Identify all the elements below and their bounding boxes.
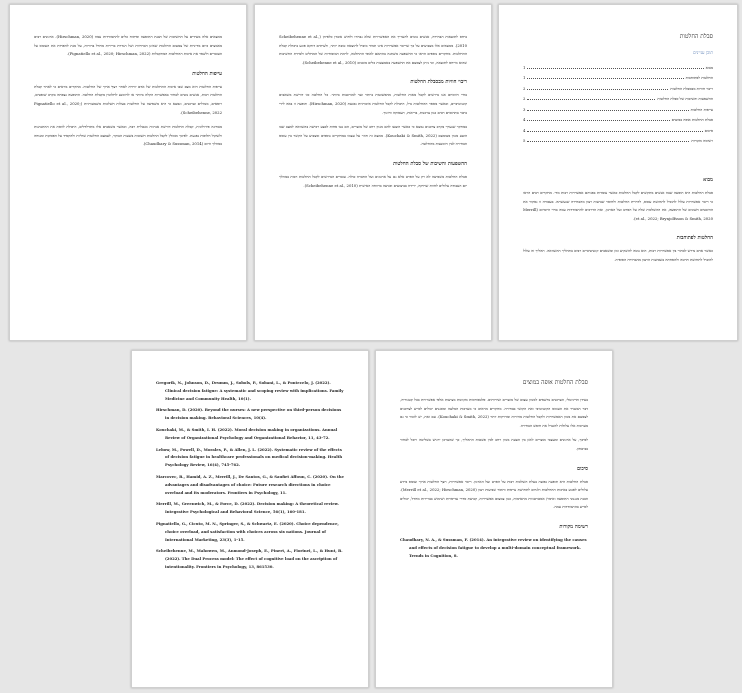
toc-entry[interactable]: סיכום 4 xyxy=(523,127,713,133)
document-page-4 xyxy=(375,350,613,688)
toc-entry[interactable]: סבלת החלטות אופה במוצים 4 xyxy=(523,117,713,122)
section-heading: החלטות לפתוחבות xyxy=(676,235,713,242)
paragraph: בעידן הדיגיטלי, הצרכנים נחשפים למגוון עצום של מוצרים ושירותים. פלטפורמות מקוונות מציעות אלפי אפשרויות בכל קטגוריה, דבר המגביר את העומס הקוגניטיבי ואת הקושי בבחירה. מחקרים מראים כי מערכות המלצה ומסננים יכולים לסייע לצרכנים לצמצם את מגוון האפשרויות ולקבל החלטות מהירות ומדויקות יותר (Kouchaki & Smith, 2022). עם זאת, יש לזכור כי גם מערכות אלו עלולות להגביל את חופש הבחירה. xyxy=(400,397,588,428)
document-title: סבלת החלטות xyxy=(679,33,713,40)
section-heading: מבוא xyxy=(703,177,713,183)
reference-entry: Kouchaki, M., & Smith, I. H. (2022). Moral decision making in organizations. Annual Review of Organizational Psychology and Organizational Behavior, 11, 43-72. xyxy=(156,426,338,440)
reference-entry: Hirschman, D. (2020). Beyond the nurses: A new perspective on third-person decisions in decision making. Behavioral Sciences, 10(4). xyxy=(156,407,342,421)
reference-entry: Pignatiello, G., Cicuto, M. N., Springer, S., & Schwartz, E. (2020). Choice dependence, choice overload, and satisfaction with choices across six nations. Journal of International Marketing, 23(3), 1-15. xyxy=(156,520,339,542)
page-title: סבלת החלטות אופה במוצים xyxy=(522,379,588,386)
paragraph: במחקר שנערך בקרב צרכנים נמצא כי כאשר הוצעו להם מגוון רחב של מוצרים, הם נטו פחות לבצע רכישה בהשוואה למצב שבו הוצע מגוון מצומצם (Kouchaki & Smith, 2022). ממצא זה חוזר על עצמו במחקרים נוספים ומצביע על הקשר בין עומס הבחירה לבין הימנעות מהחלטה. xyxy=(279,124,468,147)
reference-entry: Scheibehenne, M., Mahowen, M., Anmond-Joseph, E., Pinert, A., Fiorinei, L., & Hunt, B. (2022). The Dual Process model: The effect of cognitive load on the ascription of intentionality. Frontiers in Psychology, 13, 861530. xyxy=(156,548,343,569)
reference-entry: Marcovec, B., Hamid, A. Z., Merrill, J., De Santos, G., & Saufiet Affoun, C. (2020). On the advantages and disadvantages of choice: Future research directions in choice overload and its moderators. Frontiers in Psychology, 11. xyxy=(156,473,344,495)
section-heading: סיכום xyxy=(577,465,588,472)
document-page-3 xyxy=(9,4,247,341)
paragraph: עייפות החלטות היא מצב שבו איכות ההחלטות של אדם יורדת לאחר רצף ארוך של החלטות. מחקרים מראים כי לאחר קבלת החלטות רבות, אנשים נוטים לבחור באפשרות הקלה ביותר או להימנע לחלוטין מקבלת החלטה. התופעה נצפתה בקרב שופטים, רופאים, מנהלים וצרכנים, ונמצא כי היא משפיעה על החלטות בעלות השלכות משמעותיות (Pignatiello et al., 2020; Scheibehenne, 2022). xyxy=(34,83,222,115)
section-heading: ריבוי חוויות מבסבלת החלטות xyxy=(410,79,467,86)
section-heading: ההשפעות והשיבות של סבלת החלטות xyxy=(393,160,467,167)
document-page-1 xyxy=(498,4,738,341)
section-heading: עייפות החלטות xyxy=(192,70,222,77)
paragraph: ממצאים אלה מעידים על החשיבות של הבנת התופעה ופיתוח כלים להתמודדות עמה (Hirschman, 2020). ארגונים רבים מאמצים כיום מדיניות של צמצום החלטות שאינן הכרחיות ושל הגדרת ברירות מחדל ברורות, על מנת להפחית את העומס על העובדים ולשפר את איכות ההחלטות המתקבלות (Pignatiello et al., 2020; Hirschman, 2022). xyxy=(34,34,222,57)
toc-heading: תוכן עניינים xyxy=(693,51,713,56)
toc-entry[interactable]: ריבוי חוויות מבסבלת החלטות 2 xyxy=(523,85,713,91)
paragraph: מבחינה פיזיולוגית, קבלת החלטות דורשת אנרגיה מנטלית רבה, וכאשר משאבים אלו מתדלדלים, היכולת לווסת את ההתנהגות ולשקול חלופות נפגעת. לפיכך מומלץ לקבל החלטות חשובות בשעות הבוקר, לצמצם החלטות שוליות ולהקפיד על הפסקות ומנוחה במהלך היום (Chaudhary & Sussman, 2014). xyxy=(34,124,222,147)
reference-entry: Merrill, M., Greenwich, M., & Force, D. (2022). Decision making: A theoretical review. Integrative Psychological and Behavioral Science, 56(1), 160-181. xyxy=(156,501,339,515)
reference-entry: Lebow, M., Powell, D., Morales, P., & Allen, J. L. (2022). Systematic review of the effects of decision fatigue in healthcare professionals on medical decision-making. Health Psychology Review, 16(4), 745-762. xyxy=(156,446,343,468)
document-page-2 xyxy=(254,4,492,341)
paragraph: ביחס לתוצאות הבחירה, אנשים נוטים להעריך את האפשרויות שלא נבחרו ולחוש אובדן כלפיהן (Scheibehenne et al., 2010). ממצאים אלו מצביעים על כך שריבוי אפשרויות אינו תמיד מוביל לתוצאה טובה יותר, ולעיתים דווקא פוגע ביכולת קבלת ההחלטות. מחקרים נוספים הראו כי ההשפעה משתנה בהתאם לאופי ההחלטה, לרמת המומחיות של המחליט ולמידת החשיבות שהוא מייחס לתוצאה, וכי ניתן לצמצם את ההשפעה באמצעות כלים מובנים (Scheibehenne et al., 2010). xyxy=(279,34,467,65)
section-heading: רשימה מקורות xyxy=(559,523,588,530)
toc-entry[interactable]: רשימה מקורות 5 xyxy=(523,138,713,143)
paragraph: לפיכך, על ארגונים ומעצבי מוצרים לאזן בין הצעת מגוון רחב לבין פשטות התהליך, כך שהצרכן ירגיש בשליטה ויוכל לבחור בביטחון. xyxy=(400,437,588,451)
paragraph: כאשר אדם נדרש לבחור בין אפשרויות רבות, הוא נוטה להשקיע זמן ומשאבים קוגניטיביים רבים בתהליך ההשוואה. תהליך זה עלול להוביל לתחושת חרטה ולהפחתה בשביעות הרצון מהבחירה הסופית. xyxy=(523,248,713,262)
paragraph: סבלת החלטות היא תופעה נפוצה בעלת השלכות רבות על הפרט ועל הארגון. ריבוי אפשרויות, רצף החלטות ארוך ועומס מידע עלולים לפגוע באיכות ההחלטות ולגרום לתחושת עייפות וחוסר שביעות רצון (Merrill et al., 2022; Hirschman, 2020). הבנת מנגנוני התופעה ואימוץ אסטרטגיות מתאימות, כגון צמצום אפשרויות, קביעת סדרי עדיפויות ושימוש בברירות מחדל, יכולים לסייע בהתמודדות עמה. xyxy=(400,478,588,510)
document-page-5 xyxy=(131,350,369,688)
paragraph: סבלת החלטות משפיעה לא רק על הפרט אלא גם על ארגונים ועל החברה כולה. עובדים הנדרשים לקבל החלטות רבות במהלך יום העבודה עלולים לחוות שחיקה, ירידה בביצועים ופגיעה ברווחה האישית (Scheibehenne et al., 2010). xyxy=(279,173,467,188)
paragraph: בחיי היומיום אנו נדרשים לקבל מאות החלטות, מהפשוטות ביותר ועד למורכבות ביותר. כל החלטה כזו דורשת משאבים קוגניטיביים, וכאשר מספר ההחלטות גדל, היכולת לקבל החלטות איכותיות נפגעת (Hirschman, 2020). תופעה זו באה לידי ביטוי בתחומים רבים כגון צרכנות, בריאות, תעסוקה וחינוך. xyxy=(279,92,468,115)
toc-entry[interactable]: החלטות לפתוחבות 1 xyxy=(523,75,713,80)
toc-entry[interactable]: מבוא 1 xyxy=(523,64,713,70)
reference-entry: Gregorik, N., Johnson, D., Drumm, J., Sobols, P., Sobani, L., & Pontecelo, J. (2022). Clinical decision fatigue: A systematic and scoping review with implications. Family Medicine and Community Health, 10(1). xyxy=(156,380,344,401)
paragraph: סבלת החלטות היא תופעה שבה אנשים מתקשים לקבל החלטות כאשר עומדות בפניהם אפשרויות רבות מדי. מחקרים רבים הראו כי ריבוי אפשרויות עלול להוביל לתחושת עומס, לדחיית החלטות ולחוסר שביעות רצון מהבחירה שנעשתה. בעבודה זו נסקור את ההיבטים השונים של התופעה, את ההשלכות שלה על הפרט ועל הארגון, ואת הדרכים להתמודדות עמה בחיי היומיום (Merrill et al., 2022; Brynjolfsson & Smith, 2020). xyxy=(523,190,713,221)
toc-entry[interactable]: עייפות החלטות 3 xyxy=(523,106,713,112)
table-of-contents xyxy=(523,59,713,143)
toc-entry[interactable]: ההשפעות והשיבות של סבלת החלטות 2 xyxy=(523,96,713,101)
reference-entry: Chaudhary, N. A., & Sussman, F. (2014). An integrative review on identifying the causes and effects of decision fatigue to develop a multi-domain conceptual framework. Trends in Cognition, 8. xyxy=(400,536,587,558)
